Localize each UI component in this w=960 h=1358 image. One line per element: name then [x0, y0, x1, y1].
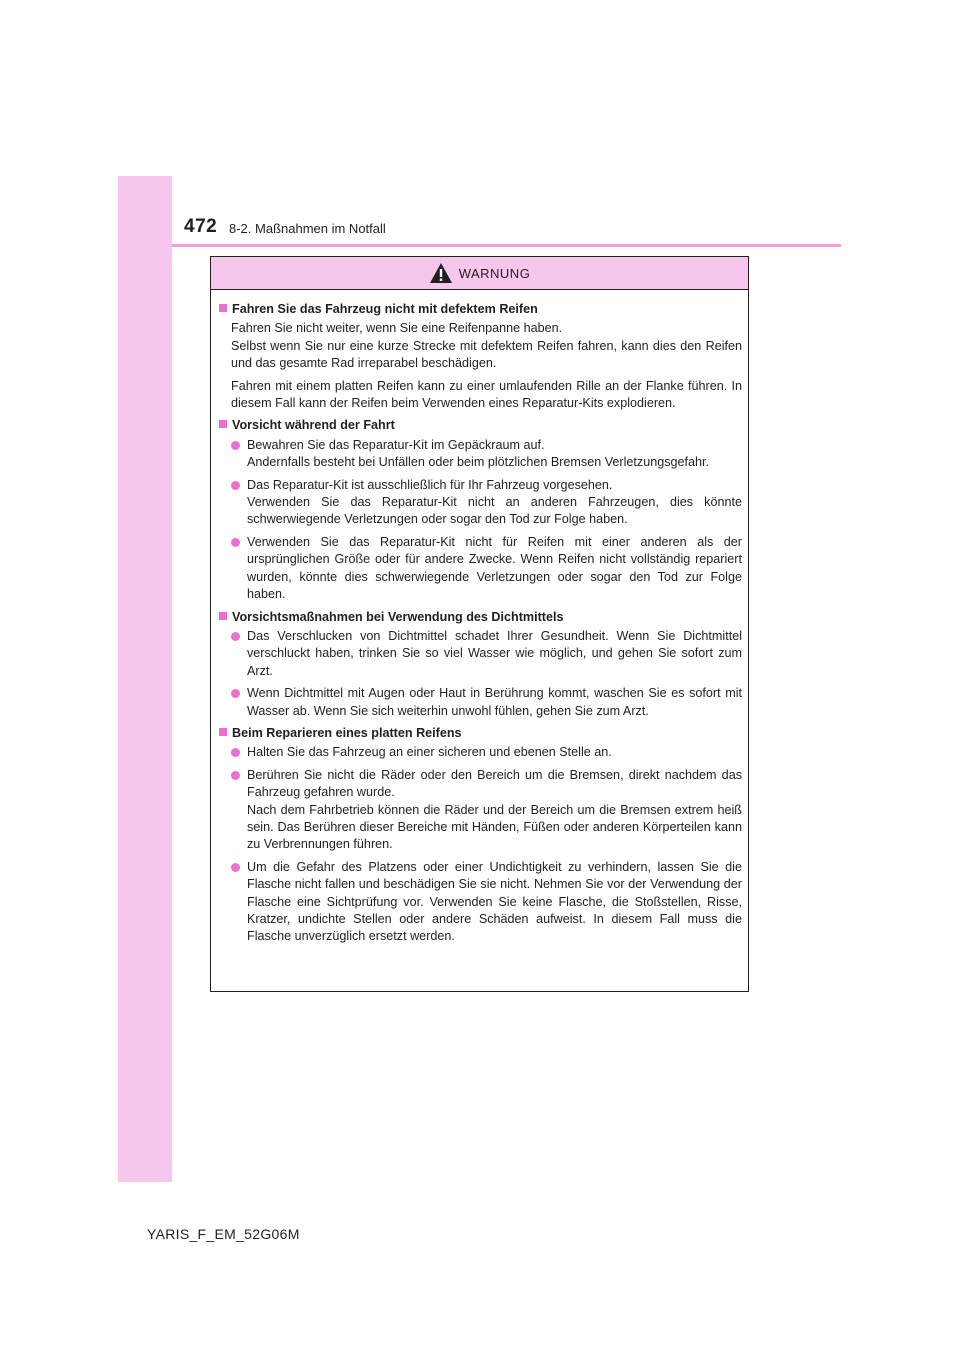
bullet-item — [231, 477, 742, 529]
warning-section — [219, 725, 742, 946]
round-bullet-icon — [231, 441, 240, 450]
bullet-item-line: Berühren Sie nicht die Räder oder den Bereich um die Bremsen, direkt nachdem das Fahrzeug gefahren wurde. — [247, 767, 742, 800]
paragraph-line: Fahren mit einem platten Reifen kann zu einer umlaufenden Rille an der Flanke führen. In diesem Fall kann der Reifen beim Verwenden eines Reparatur-Kits explodieren. — [231, 378, 742, 411]
section-heading — [219, 301, 742, 318]
bullet-item-text — [247, 628, 742, 680]
bullet-item — [231, 685, 742, 720]
bullet-item — [231, 859, 742, 946]
warning-body — [211, 290, 748, 946]
bullet-item-text — [247, 477, 742, 529]
section-heading-text: Vorsicht während der Fahrt — [232, 418, 395, 433]
bullet-item-line: Nach dem Fahrbetrieb können die Räder und der Bereich um die Bremsen extrem heiß sein. Das Berühren dieser Bereiche mit Händen, Füßen oder anderen Körperteilen kann zu Verbrennungen führen. — [247, 802, 742, 852]
bullet-item-line: Bewahren Sie das Reparatur-Kit im Gepäckraum auf. — [247, 437, 545, 452]
section-paragraph — [231, 378, 742, 413]
round-bullet-icon — [231, 863, 240, 872]
round-bullet-icon — [231, 748, 240, 757]
bullet-item — [231, 534, 742, 604]
warning-title: WARNUNG — [458, 265, 531, 281]
bullet-item-line: Wenn Dichtmittel mit Augen oder Haut in Berührung kommt, waschen Sie es sofort mit Wasser ab. Wenn Sie sich weiterhin unwohl fühlen, gehen Sie zum Arzt. — [247, 686, 742, 718]
square-bullet-icon — [219, 304, 227, 312]
warning-section — [219, 609, 742, 720]
round-bullet-icon — [231, 538, 240, 547]
bullet-item — [231, 437, 742, 472]
page-number: 472 — [184, 216, 218, 237]
section-heading-text: Beim Reparieren eines platten Reifens — [232, 725, 462, 740]
warning-triangle-icon — [429, 262, 453, 284]
round-bullet-icon — [231, 771, 240, 780]
bullet-item-text — [247, 859, 742, 946]
section-paragraph — [231, 320, 742, 372]
warning-section — [219, 417, 742, 603]
bullet-item — [231, 744, 742, 761]
bullet-item — [231, 767, 742, 854]
header-rule — [172, 244, 841, 247]
paragraph-line: Selbst wenn Sie nur eine kurze Strecke mit defektem Reifen fahren, kann dies den Reifen und das gesamte Rad irreparabel beschädigen. — [231, 338, 742, 371]
section-heading — [219, 609, 742, 626]
bullet-item-line: Das Verschlucken von Dichtmittel schadet Ihrer Gesundheit. Wenn Sie Dichtmittel verschluckt haben, trinken Sie so viel Wasser wie möglich, und gehen Sie sofort zum Arzt. — [247, 628, 742, 678]
square-bullet-icon — [219, 420, 227, 428]
section-title: 8-2. Maßnahmen im Notfall — [229, 221, 386, 236]
bullet-item-line: Halten Sie das Fahrzeug an einer sicheren und ebenen Stelle an. — [247, 745, 612, 760]
warning-section — [219, 301, 742, 412]
bullet-item-line: Verwenden Sie das Reparatur-Kit nicht an anderen Fahrzeugen, dies könnte schwerwiegende Verletzungen oder sogar den Tod zur Folge haben. — [247, 495, 742, 527]
bullet-item-text — [247, 534, 742, 604]
section-heading-text: Vorsichtsmaßnahmen bei Verwendung des Dichtmittels — [232, 609, 564, 624]
bullet-item-line: Andernfalls besteht bei Unfällen oder beim plötzlichen Bremsen Verletzungsgefahr. — [247, 455, 710, 470]
round-bullet-icon — [231, 632, 240, 641]
square-bullet-icon — [219, 728, 227, 736]
round-bullet-icon — [231, 481, 240, 490]
bullet-item-line: Das Reparatur-Kit ist ausschließlich für Ihr Fahrzeug vorgesehen. — [247, 477, 613, 492]
bullet-item-text — [247, 767, 742, 854]
bullet-item-line: Verwenden Sie das Reparatur-Kit nicht für Reifen mit einer anderen als der ursprünglichen Größe oder für andere Zwecke. Wenn Reifen nicht vollständig repariert wurden, könnte dies schwerwiegende Verletzungen oder sogar den Tod zur Folge haben. — [247, 534, 742, 602]
bullet-item-line: Um die Gefahr des Platzens oder einer Undichtigkeit zu verhindern, lassen Sie die Flasche nicht fallen und beschädigen Sie sie nicht. Nehmen Sie vor der Verwendung der Flasche eine Sichtprüfung vor. Verwenden Sie keine Flasche, die Stoßstellen, Risse, Kratzer, undichte Stellen oder andere Schäden aufweist. In diesem Fall muss die Flasche unverzüglich ersetzt werden. — [247, 859, 742, 944]
footer-document-code: YARIS_F_EM_52G06M — [147, 1226, 300, 1242]
bullet-item-text — [247, 685, 742, 720]
round-bullet-icon — [231, 689, 240, 698]
section-heading — [219, 417, 742, 434]
square-bullet-icon — [219, 612, 227, 620]
bullet-item-text — [247, 437, 742, 472]
section-heading — [219, 725, 742, 742]
warning-box — [210, 256, 749, 992]
bullet-item-text — [247, 744, 742, 761]
section-heading-text: Fahren Sie das Fahrzeug nicht mit defektem Reifen — [232, 302, 538, 316]
bullet-item — [231, 628, 742, 680]
side-tab-band — [118, 176, 172, 1182]
paragraph-line: Fahren Sie nicht weiter, wenn Sie eine Reifenpanne haben. — [231, 321, 563, 336]
warning-header — [211, 257, 748, 290]
